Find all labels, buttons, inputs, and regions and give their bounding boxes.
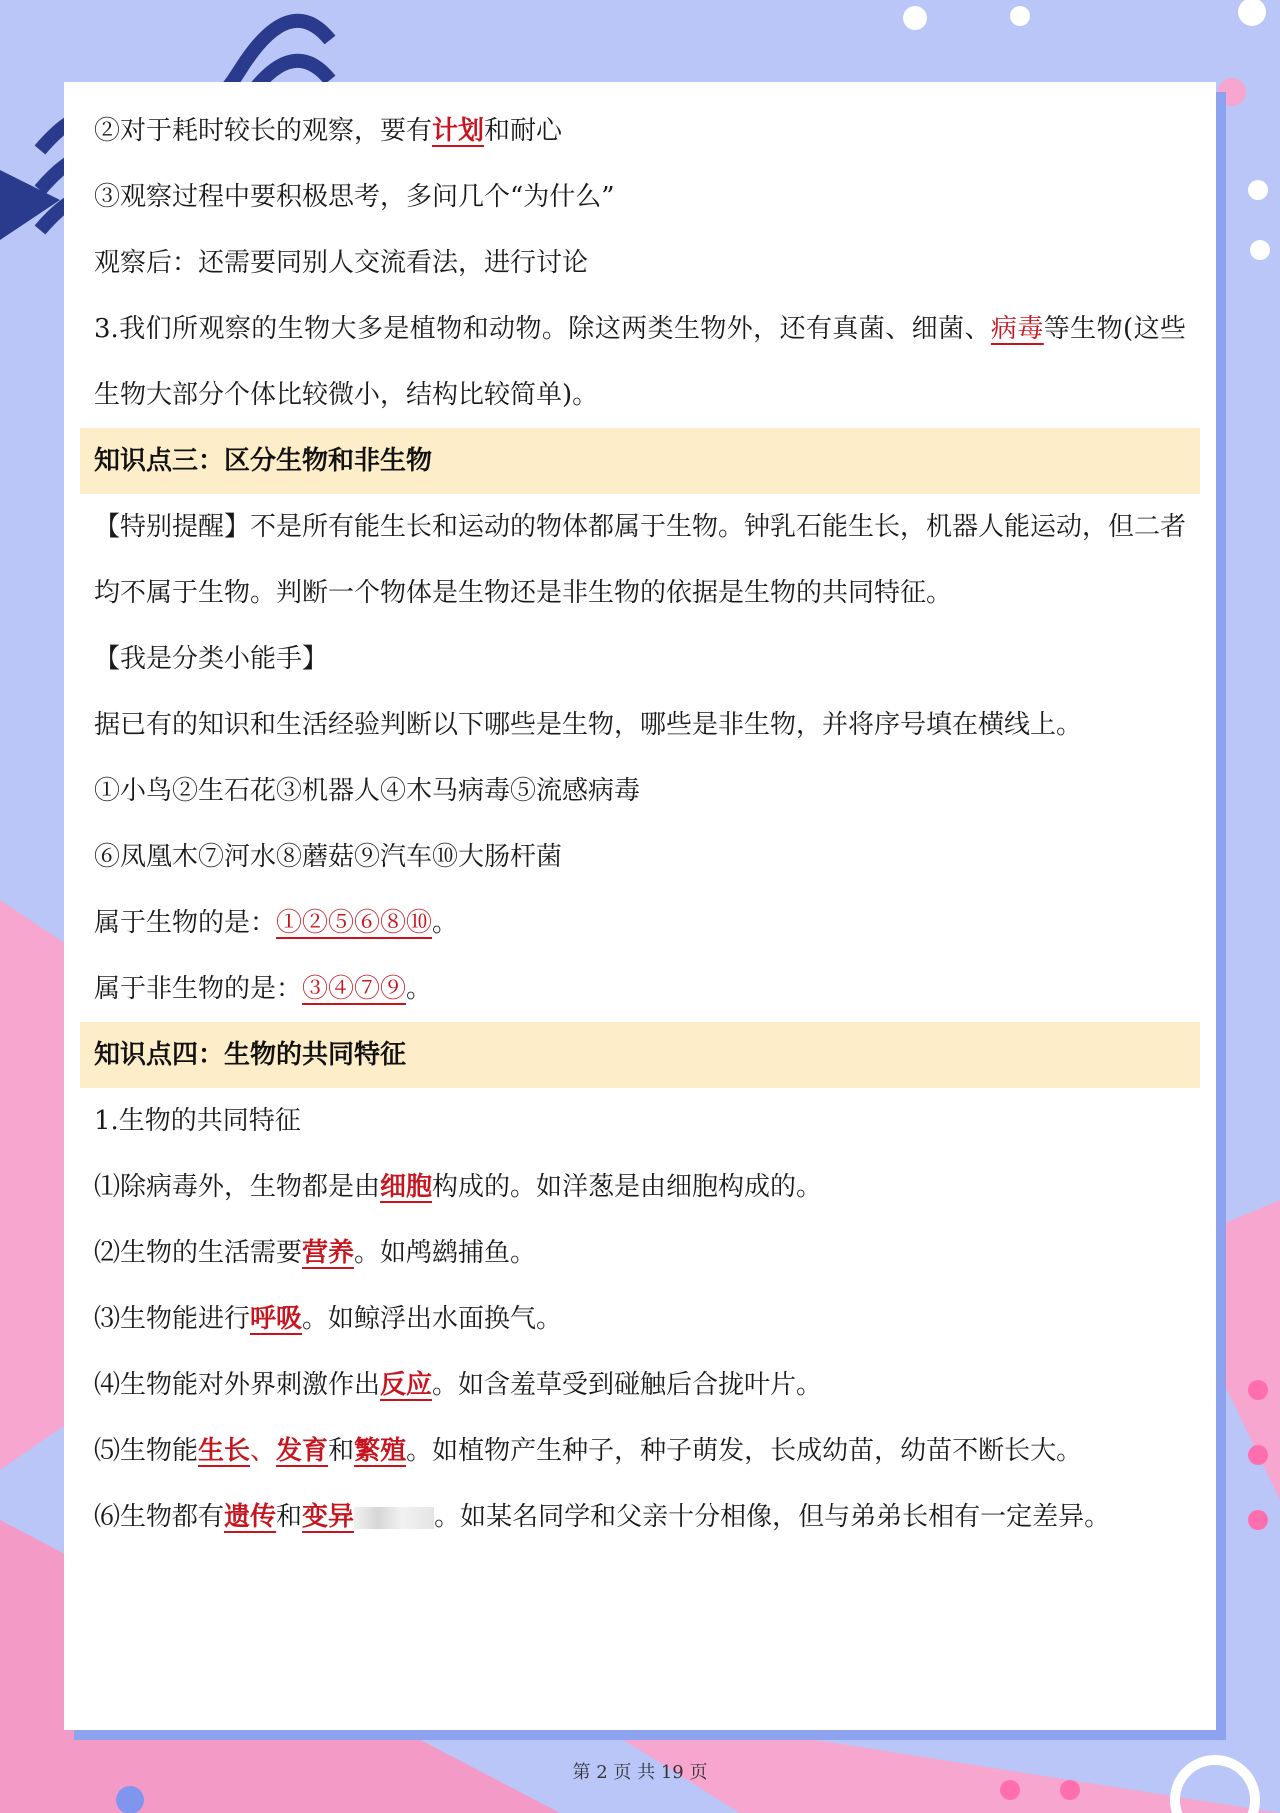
answer-text: 发育 [276, 1436, 329, 1466]
subheading: 【我是分类小能手】 [94, 644, 329, 674]
paragraph [80, 296, 1200, 428]
text: ⑶生物能进行 [94, 1304, 251, 1334]
items-list: ①小鸟②生石花③机器人④木马病毒⑤流感病毒 [94, 776, 641, 806]
text-line: 观察后：还需要同别人交流看法，进行讨论 [94, 248, 589, 278]
text: ⑴除病毒外，生物都是由 [94, 1172, 381, 1202]
section-heading: 知识点四：生物的共同特征 [80, 1022, 1200, 1088]
answer-text: 病毒 [990, 314, 1044, 344]
feature-line [80, 1154, 1200, 1220]
text: ②对于耗时较长的观察，要有 [94, 116, 433, 146]
feature-line [80, 1418, 1200, 1484]
answer-text: 计划 [432, 116, 485, 146]
text: 、 [250, 1436, 277, 1466]
text: 和耐心 [484, 116, 563, 146]
answer-text: ①②⑤⑥⑧⑩ [276, 908, 433, 938]
text: 3.我们所观察的生物大多是植物和动物。除这两类生物外，还有真菌、细菌、 [94, 314, 991, 344]
label: 属于生物的是： [94, 908, 277, 938]
answer-text: 细胞 [380, 1172, 433, 1202]
text: 。如鲸浮出水面换气。 [302, 1304, 563, 1334]
subheading: 1.生物的共同特征 [94, 1106, 301, 1136]
text: 构成的。如洋葱是由细胞构成的。 [432, 1172, 823, 1202]
answer-text: 生长 [198, 1436, 251, 1466]
page-content [80, 98, 1200, 1710]
reminder-paragraph: 【特别提醒】不是所有能生长和运动的物体都属于生物。钟乳石能生长，机器人能运动，但二者均不属于生物。判断一个物体是生物还是非生物的依据是生物的共同特征。 [94, 512, 1187, 608]
text: 等生物(这些生物大部分个体比较微小，结构比较简单)。 [94, 314, 1186, 410]
section-heading: 知识点三：区分生物和非生物 [80, 428, 1200, 494]
answer-text: 变异 [302, 1502, 355, 1532]
text-line [80, 98, 1200, 164]
text: 和 [328, 1436, 355, 1466]
answer-text: 繁殖 [354, 1436, 407, 1466]
feature-line [80, 1286, 1200, 1352]
text: ⑸生物能 [94, 1436, 199, 1466]
text-line: ③观察过程中要积极思考，多问几个“为什么” [94, 182, 615, 212]
text: 。 [406, 974, 433, 1004]
answer-text: 呼吸 [250, 1304, 303, 1334]
answer-text: 营养 [302, 1238, 355, 1268]
text: ⑹生物都有 [94, 1502, 225, 1532]
answer-text: ③④⑦⑨ [302, 974, 407, 1004]
feature-line [80, 1352, 1200, 1418]
label: 属于非生物的是： [94, 974, 303, 1004]
instruction: 据已有的知识和生活经验判断以下哪些是生物，哪些是非生物，并将序号填在横线上。 [94, 710, 1083, 740]
watermark-smudge [354, 1507, 434, 1529]
answer-line [80, 956, 1200, 1022]
text: 。如含羞草受到碰触后合拢叶片。 [432, 1370, 823, 1400]
feature-paragraph [80, 1484, 1200, 1550]
answer-text: 反应 [380, 1370, 433, 1400]
page-footer: 第 2 页 共 19 页 [572, 1762, 708, 1783]
text: 。如植物产生种子，种子萌发，长成幼苗，幼苗不断长大。 [406, 1436, 1083, 1466]
feature-line [80, 1220, 1200, 1286]
text: 。如某名同学和父亲十分相像，但与弟弟长相有一定差异。 [434, 1502, 1111, 1532]
text: ⑷生物能对外界刺激作出 [94, 1370, 381, 1400]
text: 。 [432, 908, 459, 938]
document-page [64, 82, 1216, 1730]
text: 和 [276, 1502, 303, 1532]
text: 。如鸬鹚捕鱼。 [354, 1238, 537, 1268]
items-list: ⑥凤凰木⑦河水⑧蘑菇⑨汽车⑩大肠杆菌 [94, 842, 563, 872]
answer-text: 遗传 [224, 1502, 277, 1532]
answer-line [80, 890, 1200, 956]
text: ⑵生物的生活需要 [94, 1238, 303, 1268]
